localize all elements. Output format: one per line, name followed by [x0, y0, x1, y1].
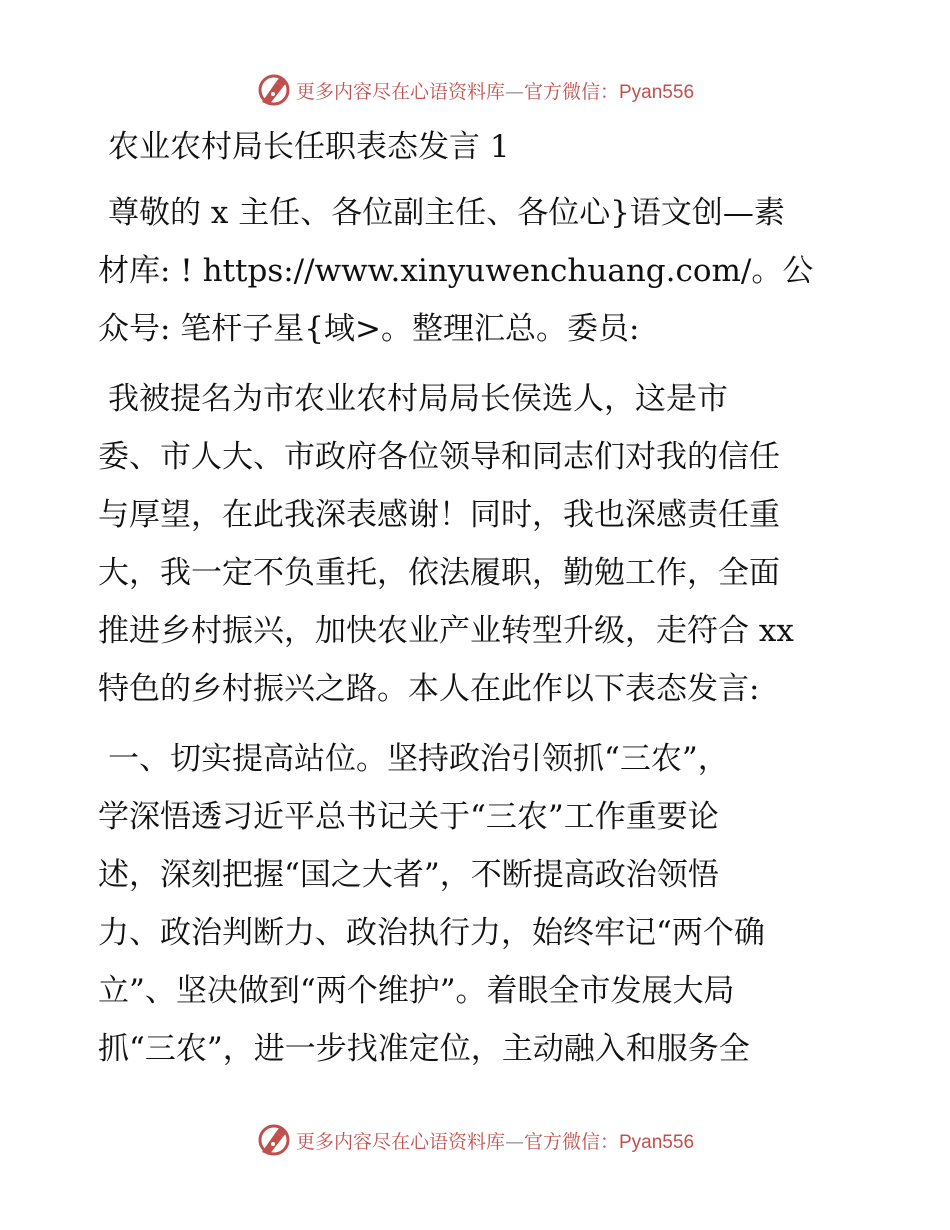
paragraph-intro: [98, 370, 858, 718]
banner-text: [296, 1127, 694, 1154]
document-body: [98, 118, 858, 1090]
text-line: 立”、坚决做到“两个维护”。着眼全市发展大局: [98, 973, 735, 1009]
banner-text: [296, 77, 694, 104]
banner-brand: 更多内容尽在心语资料库: [295, 80, 505, 103]
banner-label: 官方微信：: [523, 80, 619, 103]
pen-nib-logo-icon: [256, 72, 292, 108]
text-line: 众号: 笔杆子星{域>。整理汇总。委员:: [98, 311, 640, 347]
banner-label: 官方微信：: [523, 1130, 619, 1153]
text-line: 一、切实提高站位。坚持政治引领抓“三农”，: [108, 741, 729, 777]
document-title: 农业农村局长任职表态发言 1: [108, 129, 510, 165]
text-line: 尊敬的 x 主任、各位副主任、各位心}语文创—素: [108, 195, 785, 231]
text-line: 抓“三农”，进一步找准定位，主动融入和服务全: [98, 1031, 750, 1067]
text-line: 学深悟透习近平总书记关于“三农”工作重要论: [98, 799, 719, 835]
text-line: 特色的乡村振兴之路。本人在此作以下表态发言:: [98, 671, 760, 707]
banner-brand: 更多内容尽在心语资料库: [295, 1130, 505, 1153]
text-line: 大，我一定不负重托，依法履职，勤勉工作，全面: [98, 555, 780, 591]
header-banner: [0, 70, 950, 110]
text-line: 推进乡村振兴，加快农业产业转型升级，走符合 xx: [98, 613, 794, 649]
banner-separator: —: [504, 1130, 524, 1153]
text-line: 述，深刻把握“国之大者”，不断提高政治领悟: [98, 857, 719, 893]
text-line: 力、政治判断力、政治执行力，始终牢记“两个确: [98, 915, 765, 951]
text-line: 我被提名为市农业农村局局长侯选人，这是市: [108, 381, 728, 417]
footer-banner: [0, 1120, 950, 1160]
paragraph-greeting: [98, 184, 858, 358]
text-line: 委、市人大、市政府各位领导和同志们对我的信任: [98, 439, 780, 475]
text-line: 材库: ! https://www.xinyuwenchuang.com/。公: [98, 253, 814, 289]
text-line: 与厚望，在此我深表感谢！同时，我也深感责任重: [98, 497, 780, 533]
banner-separator: —: [504, 80, 524, 103]
banner-wechat-id: Pyan556: [619, 1131, 695, 1153]
pen-nib-logo-icon: [256, 1122, 292, 1158]
banner-wechat-id: Pyan556: [619, 81, 695, 103]
paragraph-point-one: [98, 730, 858, 1078]
